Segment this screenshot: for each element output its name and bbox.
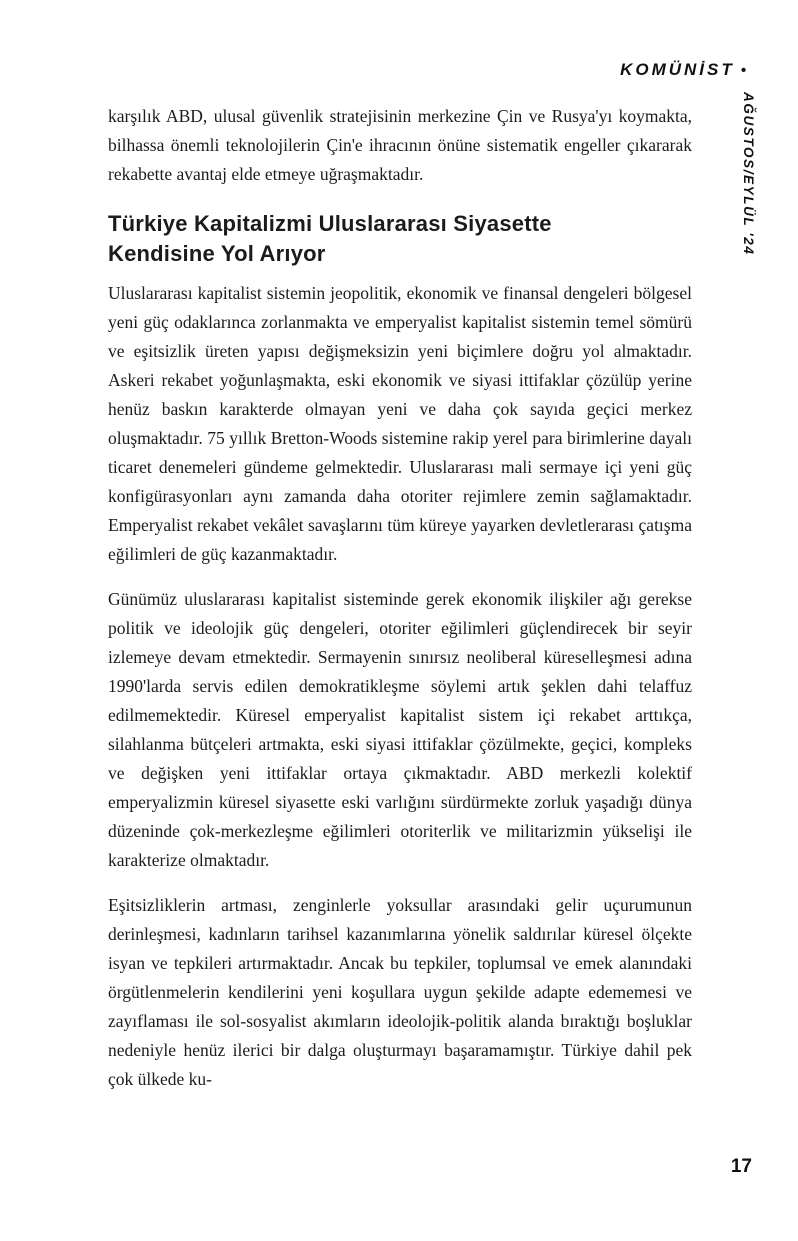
paragraph-3: Eşitsizliklerin artması, zenginlerle yoksullar arasındaki gelir uçurumunun derinleşmesi, kadınların tarihsel kazanımlarına yönelik saldırılar küresel ölçekte isyan ve tepkileri artırmaktadır. Ancak bu tepkiler, toplumsal ve emek alanındaki örgütlenmelerin kendilerini yeni koşullara uygun şekilde adapte edememesi ve zayıflaması ile sol-sosyalist akımların ideolojik-politik alanda bıraktığı boşluklar nedeniyle henüz ilerici bir dalga oluşturmayı başaramamıştır. Türkiye dahil pek çok ülkede ku- xyxy=(108,895,692,1089)
magazine-masthead xyxy=(620,60,746,80)
article-content xyxy=(108,102,692,1110)
section-heading-line1: Türkiye Kapitalizmi Uluslararası Siyasette xyxy=(108,211,552,236)
issue-date-vertical: AĞUSTOS/EYLÜL '24 xyxy=(741,92,756,256)
magazine-title: KOMÜNİST xyxy=(620,60,735,79)
paragraph-2: Günümüz uluslararası kapitalist sisteminde gerek ekonomik ilişkiler ağı gerekse politik ve ideolojik güç dengeleri, otoriter eğilimleri güçlendirecek bir seyir izlemeye devam etmektedir. Sermayenin sınırsız neoliberal küreselleşmesi adına 1990'larda servis edilen demokratikleşme söylemi artık şeklen dahi telaffuz edilmemektedir. Küresel emperyalist kapitalist sistem içi rekabet arttıkça, silahlanma bütçeleri artmakta, eski siyasi ittifaklar çözülmekte, geçici, kompleks ve değişken yeni ittifaklar ortaya çıkmaktadır. ABD merkezli kolektif emperyalizmin küresel siyasette eski varlığını sürdürmekte zorluk yaşadığı dünya düzeninde çok-merkezleşme eğilimleri otoriterlik ve militarizmin yükselişi ile karakterize olmaktadır. xyxy=(108,589,692,870)
paragraph-1: Uluslararası kapitalist sistemin jeopolitik, ekonomik ve finansal dengeleri bölgesel yeni güç odaklarınca zorlanmakta ve emperyalist kapitalist sistemin temel sömürü ve eşitsizlik üreten yapısı değişmeksizin yeni biçimlere doğru yol almaktadır. Askeri rekabet yoğunlaşmakta, eski ekonomik ve siyasi ittifaklar çözülüp yerine henüz baskın karakterde olmayan yeni ve daha çok sayıda geçici merkez oluşmaktadır. 75 yıllık Bretton-Woods sistemine rakip yerel para birimlerine dayalı ticaret denemeleri gündeme gelmektedir. Uluslararası mali sermaye içi yeni güç konfigürasyonları aynı zamanda daha otoriter rejimlere zemin sağlamaktadır. Emperyalist rekabet vekâlet savaşlarını tüm küreye yayarken devletlerarası çatışma eğilimleri de güç kazanmaktadır. xyxy=(108,283,692,564)
section-heading-line2: Kendisine Yol Arıyor xyxy=(108,241,326,266)
page-number: 17 xyxy=(730,1156,752,1177)
masthead-bullet: • xyxy=(740,62,746,79)
section-heading xyxy=(108,209,692,269)
paragraph-intro: karşılık ABD, ulusal güvenlik stratejisinin merkezine Çin ve Rusya'yı koymakta, bilhassa önemli teknolojilerin Çin'e ihracının önüne sistematik engeller çıkararak rekabette avantaj elde etmeye uğraşmaktadır. xyxy=(108,106,692,184)
